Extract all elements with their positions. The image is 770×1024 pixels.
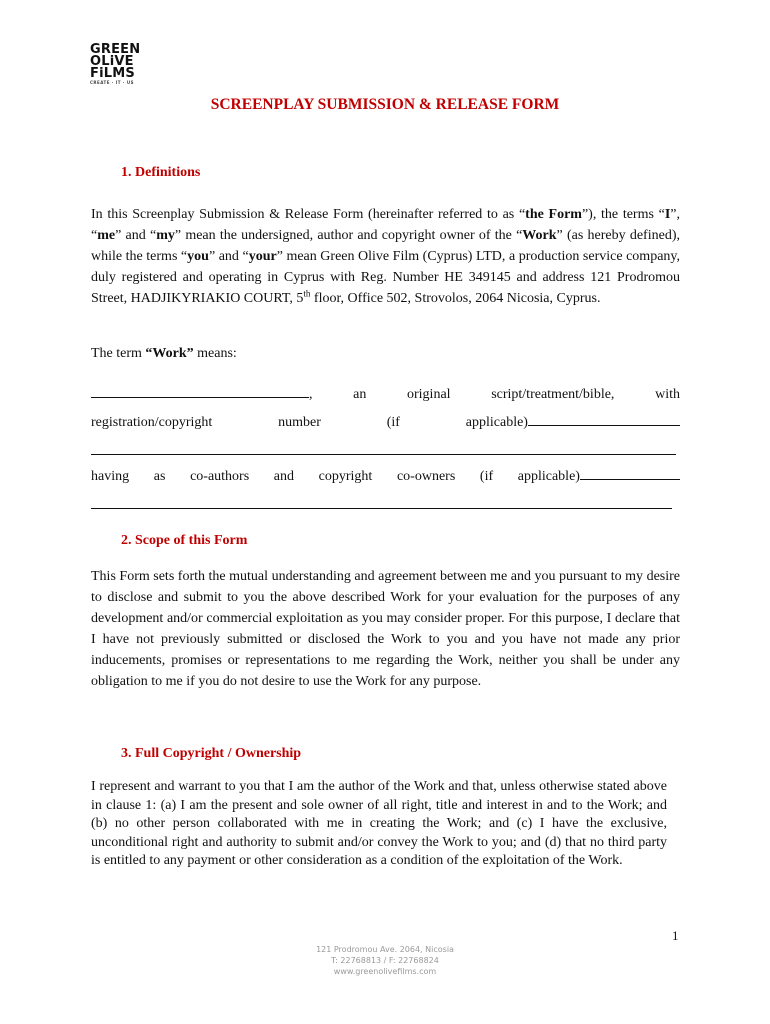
registration-continuation-blank[interactable] <box>91 454 676 455</box>
registration-line: registration/copyright number (if applicable) <box>91 411 680 431</box>
coauthors-blank[interactable] <box>580 465 680 480</box>
document-title: SCREENPLAY SUBMISSION & RELEASE FORM <box>210 96 560 113</box>
coauthors-continuation-blank[interactable] <box>91 508 672 509</box>
heading-scope: 2. Scope of this Form <box>121 533 248 548</box>
definitions-paragraph: In this Screenplay Submission & Release Form (hereinafter referred to as “the Form”), the terms “I”, “me” and “my” mean the undersigned, author and copyright owner of the “Work” (as hereby defined), while the terms “you” and “your” mean Green Olive Film (Cyprus) LTD, a production service company, duly registered and operating in Cyprus with Reg. Number HE 349145 and address 121 Prodromou Street, HADJIKYRIAKIO COURT, 5th floor, Office 502, Strovolos, 2064 Nicosia, Cyprus. <box>91 207 681 306</box>
page-footer <box>0 944 770 977</box>
logo-line-olive: OLiVE <box>90 54 134 69</box>
work-term-line: The term “Work” means: <box>91 346 237 361</box>
footer-website: www.greenolivefilms.com <box>333 967 437 976</box>
registration-number-blank[interactable] <box>528 411 680 426</box>
scope-paragraph: This Form sets forth the mutual understanding and agreement between me and you pursuant to my desire to disclose and submit to you the above described Work for your evaluation for the purposes of any development and/or commercial exploitation as you may consider proper. For this purpose, I declare that I have not previously submitted or disclosed the Work to you and you have not made any prior inducements, promises or representations to me regarding the Work, neither you shall be under any obligation to me if you do not desire to use the Work for any purpose. <box>91 569 680 689</box>
footer-address: 121 Prodromou Ave. 2064, Nicosia <box>316 945 454 954</box>
work-title-blank[interactable] <box>91 383 309 398</box>
logo-line-films: FiLMS <box>90 66 135 81</box>
heading-definitions: 1. Definitions <box>121 165 201 180</box>
footer-phone: T: 22768813 / F: 22768824 <box>331 956 439 965</box>
heading-copyright: 3. Full Copyright / Ownership <box>121 746 302 761</box>
company-logo <box>90 44 150 86</box>
page-number: 1 <box>672 928 679 943</box>
work-title-line: , an original script/treatment/bible, with <box>91 383 680 403</box>
logo-line-green: GREEN <box>90 42 141 57</box>
copyright-paragraph: I represent and warrant to you that I am the author of the Work and that, unless otherwise stated above in clause 1: (a) I am the present and sole owner of all right, title and interest in and to the Work; and (b) no other person collaborated with me in creating the Work; and (c) I have the exclusive, unconditional right and authority to submit and/or convey the Work to you; and (d) that no third party is entitled to any payment or other consideration as a condition of the exploitation of the Work. <box>91 779 667 868</box>
logo-tagline: CREATE · IT · US <box>90 80 134 85</box>
coauthors-line: having as co-authors and copyright co-owners (if applicable) <box>91 465 680 485</box>
